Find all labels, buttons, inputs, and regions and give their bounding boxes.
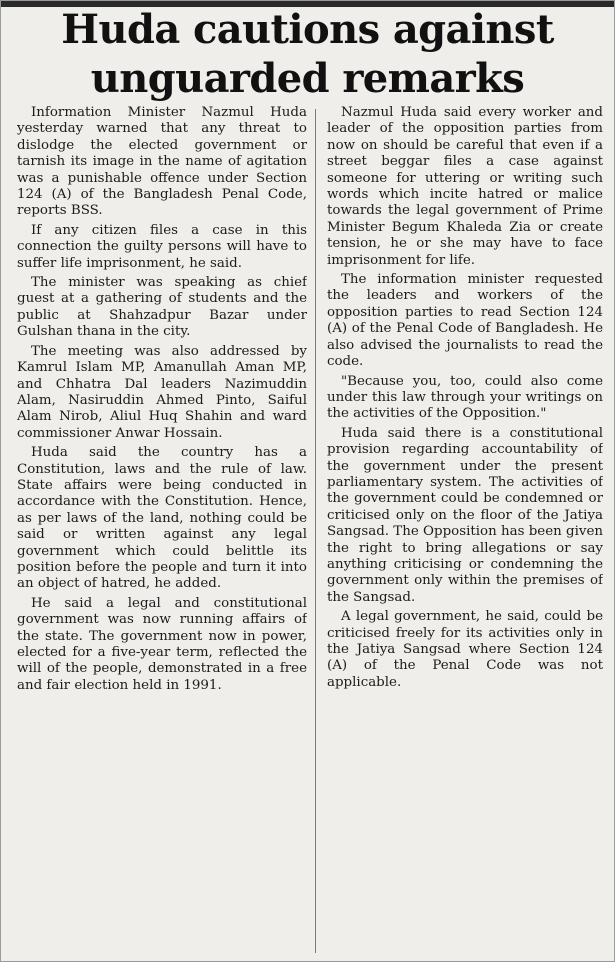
paragraph: "Because you, too, could also come under this law through your writings on the activities of the Opposition." (327, 373, 603, 422)
paragraph: Huda said the country has a Constitution, laws and the rule of law. State affairs were being conducted in accordance with the Constitution. Hence, as per laws of the land, nothing could be said or written against any legal government which could belittle its position before the people and turn it into an object of hatred, he added. (17, 445, 307, 592)
headline-line-2: unguarded remarks (90, 55, 525, 102)
paragraph: The meeting was also addressed by Kamrul Islam MP, Amanullah Aman MP, and Chhatra Dal leaders Nazimuddin Alam, Nasiruddin Ahmed Pinto, Saiful Alam Nirob, Aliul Huq Shahin and ward commissioner Anwar Hossain. (17, 343, 307, 441)
paragraph: Huda said there is a constitutional provision regarding accountability of the government under the present parliamentary system. The activities of the government could be condemned or criticised only on the floor of the Jatiya Sangsad. The Opposition has been given the right to bring allegations or say anything criticising or condemning the government only within the premises of the Sangsad. (327, 425, 603, 605)
paragraph: The minister was speaking as chief guest at a gathering of students and the public at Shahzadpur Bazar under Gulshan thana in the city. (17, 275, 307, 340)
paragraph: The information minister requested the leaders and workers of the opposition parties to read Section 124 (A) of the Penal Code of Bangladesh. He also advised the journalists to read the code. (327, 272, 603, 370)
paragraph: A legal government, he said, could be criticised freely for its activities only in the Jatiya Sangsad where Section 124 (A) of the Penal Code was not applicable. (327, 609, 603, 690)
paragraph: If any citizen files a case in this connection the guilty persons will have to suffer life imprisonment, he said. (17, 222, 307, 271)
headline (1, 5, 614, 103)
column-divider (315, 109, 316, 953)
article-column-right (327, 105, 603, 957)
paragraph: Information Minister Nazmul Huda yesterday warned that any threat to dislodge the elected government or tarnish its image in the name of agitation was a punishable offence under Section 124 (A) of the Bangladesh Penal Code, reports BSS. (17, 105, 307, 219)
article-column-left (17, 105, 307, 957)
paragraph: Nazmul Huda said every worker and leader of the opposition parties from now on should be careful that even if a street beggar files a case against someone for uttering or writing such words which incite hatred or malice towards the legal government of Prime Minister Begum Khaleda Zia or create tension, he or she may have to face imprisonment for life. (327, 105, 603, 268)
paragraph: He said a legal and constitutional government was now running affairs of the state. The government now in power, elected for a five-year term, reflected the will of the people, demonstrated in a free and fair election held in 1991. (17, 595, 307, 693)
headline-line-1: Huda cautions against (61, 6, 554, 53)
